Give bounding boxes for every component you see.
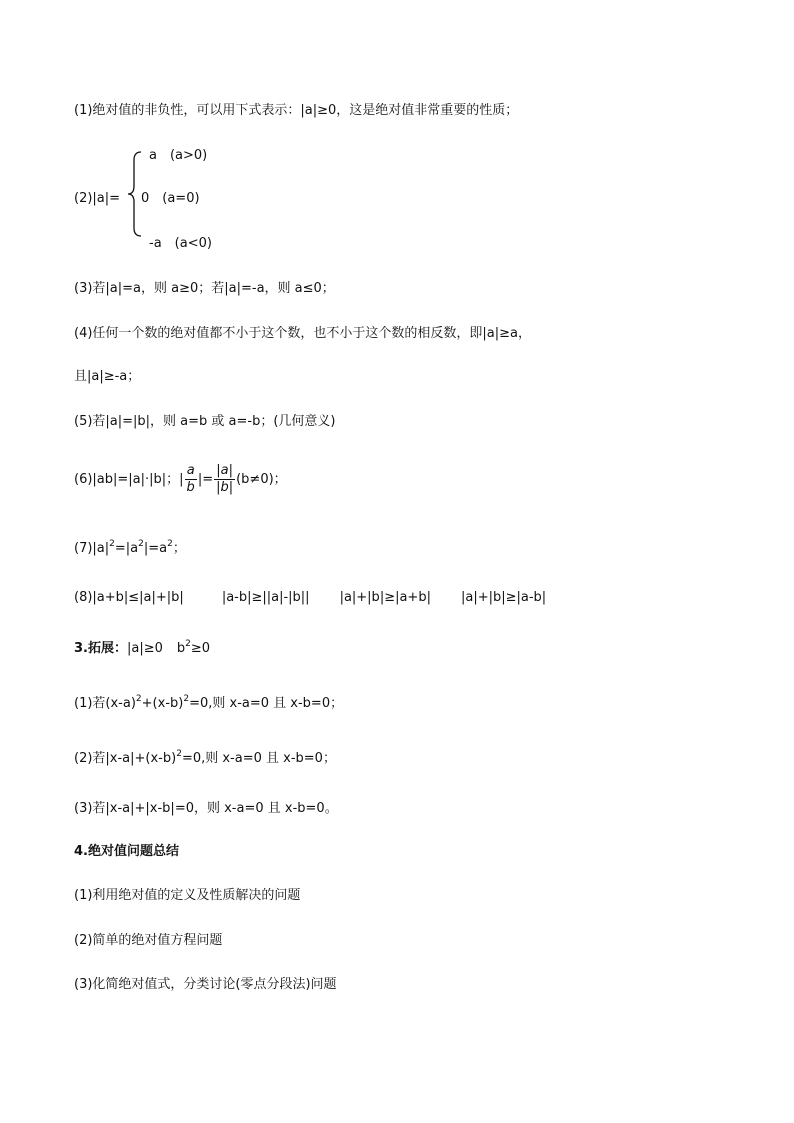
property-3: (3)若|a|=a，则 a≥0；若|a|=-a，则 a≤0； [74,281,335,296]
text-part: (7)|a| [74,541,110,556]
fraction-numerator: |a| [214,463,235,480]
case-zero: 0 (a=0) [141,191,200,206]
inequality-3: |a|+|b|≥|a+b| [339,590,431,605]
case-positive: a (a>0) [149,148,208,163]
property-4-line2: 且|a|≥-a； [74,369,141,384]
text-part: =|a [114,541,139,556]
superscript: 2 [185,639,191,649]
fraction-abs-a-over-abs-b [214,463,235,496]
section-4-title: 4.绝对值问题总结 [74,844,179,859]
inequality-1: (8)|a+b|≤|a|+|b| [74,590,184,605]
property-5: (5)若|a|=|b|，则 a=b 或 a=-b；(几何意义) [74,414,336,429]
fraction-denominator: |b| [216,480,234,495]
superscript: 2 [167,539,173,549]
inequality-4: |a|+|b|≥|a-b| [460,590,547,605]
property-8 [74,589,546,607]
fraction-a-over-b [185,463,197,496]
inequality-2: |a-b|≥||a|-|b|| [221,590,310,605]
property-6 [74,460,287,500]
summary-item: (2)简单的绝对值方程问题 [74,933,223,948]
text-part: (1)若(x-a) [74,696,136,711]
property-7 [74,540,186,558]
text-part: +(x-b) [141,696,184,711]
formula: ≥0 [190,641,211,656]
superscript: 2 [138,539,144,549]
extension-1 [74,695,343,713]
property-6-prefix: (6)|ab|=|a|·|b|；| [74,472,184,487]
summary-item: (3)化简绝对值式，分类讨论(零点分段法)问题 [74,977,337,992]
summary-item: (1)利用绝对值的定义及性质解决的问题 [74,888,301,903]
superscript: 2 [135,694,142,704]
superscript: 2 [176,749,182,759]
fraction-numerator: a [185,463,197,480]
extension-2 [74,750,336,768]
superscript: 2 [183,694,190,704]
case-negative: -a (a<0) [149,236,212,251]
text-part: ； [172,541,186,556]
fraction-denominator: b [186,480,195,495]
property-4-line1: (4)任何一个数的绝对值都不小于这个数，也不小于这个数的相反数，即|a|≥a， [74,326,531,341]
text-part: |=a [143,541,168,556]
text-part: =0,则 x-a=0 且 x-b=0； [181,751,336,766]
section-3-title: 3.拓展： [74,641,127,656]
text-part: (2)若|x-a|+(x-b) [74,751,177,766]
property-2-label: (2)|a|= [74,191,121,206]
property-6-suffix: (b≠0)； [236,472,287,487]
formula: |a|≥0 [126,641,163,656]
extension-3: (3)若|x-a|+|x-b|=0，则 x-a=0 且 x-b=0。 [74,801,338,816]
superscript: 2 [109,539,115,549]
section-3-heading [74,640,210,658]
property-6-mid: |= [197,472,214,487]
formula: b [176,641,186,656]
property-1: (1)绝对值的非负性，可以用下式表示：|a|≥0，这是绝对值非常重要的性质； [74,103,519,118]
text-part: =0,则 x-a=0 且 x-b=0； [189,696,344,711]
